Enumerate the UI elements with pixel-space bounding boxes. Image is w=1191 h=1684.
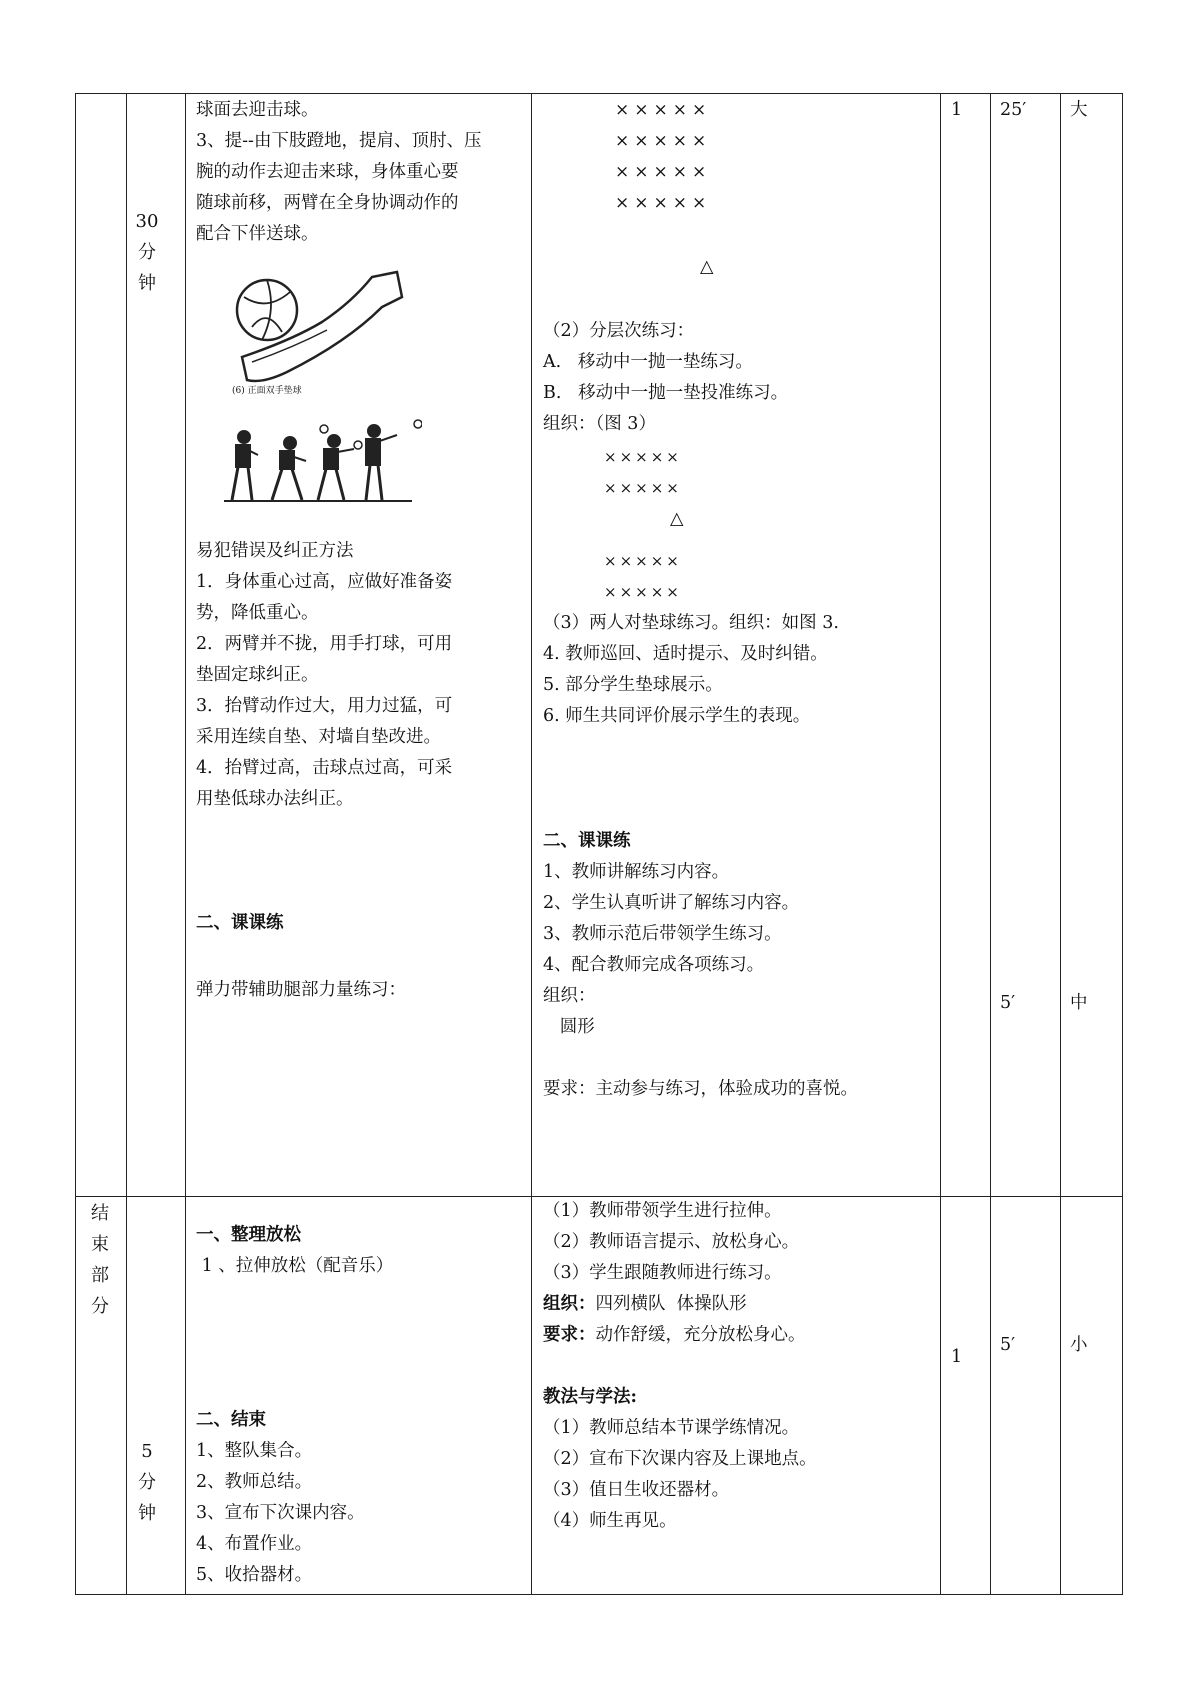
col-divider: [185, 94, 186, 1594]
method-line: A. 移动中一抛一垫练习。: [543, 352, 753, 372]
forearm-pass-illustration: [232, 262, 407, 387]
teach-line: （4）师生再见。: [543, 1511, 677, 1531]
col-divider: [1060, 94, 1061, 1594]
method-exercise-title: 二、课课练: [543, 831, 631, 851]
end-part-label: 结 束 部 分: [91, 1203, 109, 1317]
figure-caption: (6) 正面双手垫球: [232, 386, 302, 396]
error-line: 用垫低球办法纠正。: [196, 789, 354, 809]
req-text: 动作舒缓，充分放松身心。: [595, 1325, 806, 1345]
teach-line: （3）值日生收还器材。: [543, 1480, 730, 1500]
method-exercise-line: 2、学生认真听讲了解练习内容。: [543, 893, 800, 913]
col-divider: [531, 94, 532, 1594]
teacher-triangle: △: [700, 257, 714, 277]
intensity-value: 中: [1070, 993, 1088, 1013]
end-item: 1、整队集合。: [196, 1441, 313, 1461]
exercise-text: 弹力带辅助腿部力量练习：: [196, 980, 406, 1000]
content-line: 腕的动作去迎击来球，身体重心要: [196, 162, 459, 182]
teacher-triangle: △: [670, 509, 684, 529]
col-divider: [940, 94, 941, 1594]
formation-row: ×××××: [604, 552, 682, 570]
method-exercise-line: 4、配合教师完成各项练习。: [543, 955, 765, 975]
end-title: 二、结束: [196, 1410, 266, 1430]
content-line: 随球前移，两臂在全身协调动作的: [196, 193, 459, 213]
method-requirement: 要求：主动参与练习，体验成功的喜悦。: [543, 1079, 858, 1099]
method-line: 6. 师生共同评价展示学生的表现。: [543, 706, 811, 726]
content-line: 球面去迎击球。: [196, 100, 319, 120]
org-text: 四列横队 体操队形: [595, 1294, 747, 1314]
intensity-value: 大: [1070, 100, 1088, 120]
method-exercise-line: 组织：: [543, 986, 596, 1006]
method-line: 5. 部分学生垫球展示。: [543, 675, 723, 695]
error-line: 4．抬臂过高，击球点过高，可采: [196, 758, 453, 778]
count-value: 1: [951, 100, 963, 120]
formation-row: ×××××: [615, 193, 712, 213]
method-line: B. 移动中一抛一垫投准练习。: [543, 383, 789, 403]
content-line: 3、提--由下肢蹬地，提肩、顶肘、压: [196, 131, 482, 151]
formation-row: ×××××: [604, 479, 682, 497]
formation-row: ×××××: [615, 100, 712, 120]
error-line: 势，降低重心。: [196, 603, 319, 623]
formation-row: ×××××: [615, 131, 712, 151]
end-organization: [543, 1289, 747, 1320]
end-count-value: 1: [951, 1347, 963, 1367]
teach-line: （2）宣布下次课内容及上课地点。: [543, 1449, 817, 1469]
end-method-line: （1）教师带领学生进行拉伸。: [543, 1201, 782, 1221]
teach-title: 教法与学法:: [543, 1387, 637, 1407]
pass-sequence-illustration: [222, 415, 422, 505]
error-line: 3．抬臂动作过大，用力过猛，可: [196, 696, 453, 716]
teach-line: （1）教师总结本节课学练情况。: [543, 1418, 800, 1438]
end-item: 3、宣布下次课内容。: [196, 1503, 365, 1523]
col-divider: [990, 94, 991, 1594]
end-intensity-value: 小: [1070, 1335, 1088, 1355]
col-divider: [126, 94, 127, 1594]
exercise-title: 二、课课练: [196, 913, 284, 933]
method-line: 组织：（图 3）: [543, 414, 656, 434]
end-method-line: （3）学生跟随教师进行练习。: [543, 1263, 782, 1283]
error-line: 采用连续自垫、对墙自垫改进。: [196, 727, 441, 747]
method-exercise-line: 圆形: [543, 1017, 595, 1037]
method-exercise-line: 1、教师讲解练习内容。: [543, 862, 730, 882]
error-line: 1．身体重心过高，应做好准备姿: [196, 572, 453, 592]
formation-row: ×××××: [604, 583, 682, 601]
end-requirement: [543, 1320, 806, 1351]
error-line: 2．两臂并不拢，用手打球，可用: [196, 634, 453, 654]
formation-row: ×××××: [604, 448, 682, 466]
error-line: 垫固定球纠正。: [196, 665, 319, 685]
errors-title: 易犯错误及纠正方法: [196, 541, 354, 561]
main-duration: 30 分 钟: [135, 211, 159, 294]
end-time-value: 5′: [1000, 1335, 1016, 1355]
end-item: 2、教师总结。: [196, 1472, 313, 1492]
end-duration: 5 分 钟: [138, 1441, 156, 1524]
formation-row: ×××××: [615, 162, 712, 182]
content-line: 配合下伴送球。: [196, 224, 319, 244]
relax-title: 一、整理放松: [196, 1225, 301, 1245]
time-value: 5′: [1000, 993, 1016, 1013]
end-item: 5、收拾器材。: [196, 1565, 313, 1585]
method-line: （3）两人对垫球练习。组织：如图 3.: [543, 613, 839, 633]
method-line: 4. 教师巡回、适时提示、及时纠错。: [543, 644, 828, 664]
req-label: 要求：: [543, 1325, 596, 1345]
org-label: 组织：: [543, 1294, 596, 1314]
method-exercise-line: 3、教师示范后带领学生练习。: [543, 924, 782, 944]
end-method-line: （2）教师语言提示、放松身心。: [543, 1232, 800, 1252]
method-line: （2）分层次练习：: [543, 321, 695, 341]
time-value: 25′: [1000, 100, 1027, 120]
relax-item: 1 、拉伸放松（配音乐）: [196, 1256, 394, 1276]
end-item: 4、布置作业。: [196, 1534, 313, 1554]
